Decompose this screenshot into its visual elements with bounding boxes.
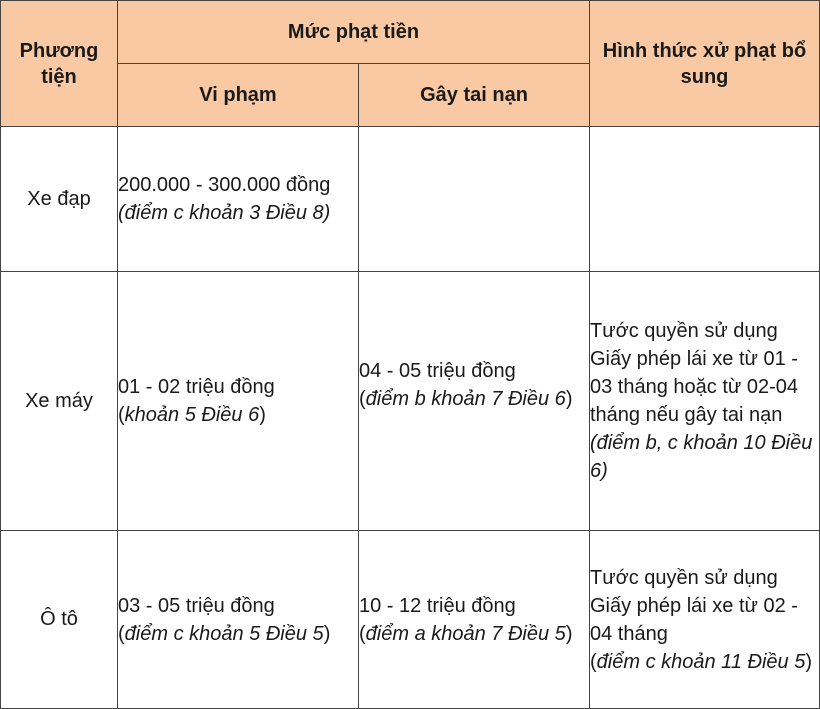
fine-amount: 10 - 12 triệu đồng xyxy=(359,594,516,617)
legal-reference: điểm c khoản 11 Điều 5 xyxy=(596,650,806,673)
fine-amount: 03 - 05 triệu đồng xyxy=(118,594,275,617)
header-vehicle: Phương tiện xyxy=(1,1,118,127)
legal-reference: khoản 5 Điều 6 xyxy=(124,404,260,426)
accident-cell xyxy=(359,127,590,272)
additional-cell: Tước quyền sử dụng Giấy phép lái xe từ 02 - 04 tháng (điểm c khoản 11 Điều 5) xyxy=(590,531,820,709)
additional-penalty: Tước quyền sử dụng Giấy phép lái xe từ 02 - 04 tháng xyxy=(590,566,798,645)
table-row xyxy=(1,531,820,709)
violation-cell: 01 - 02 triệu đồng (khoản 5 Điều 6) xyxy=(118,272,359,531)
header-accident: Gây tai nạn xyxy=(359,64,590,127)
legal-reference: (điểm c khoản 3 Điều 8) xyxy=(118,202,331,224)
accident-cell: 10 - 12 triệu đồng (điểm a khoản 7 Điều 5) xyxy=(359,531,590,709)
legal-reference: điểm b khoản 7 Điều 6 xyxy=(365,388,566,410)
accident-cell: 04 - 05 triệu đồng (điểm b khoản 7 Điều 6) xyxy=(359,272,590,531)
additional-cell xyxy=(590,127,820,272)
additional-cell xyxy=(590,272,820,531)
fine-amount: 200.000 - 300.000 đồng xyxy=(118,174,331,196)
legal-reference: (điểm b, c khoản 10 Điều 6) xyxy=(590,432,813,482)
legal-reference: điểm a khoản 7 Điều 5 xyxy=(365,622,566,645)
violation-cell: 03 - 05 triệu đồng (điểm c khoản 5 Điều 5) xyxy=(118,531,359,709)
violation-cell xyxy=(118,127,359,272)
legal-reference: điểm c khoản 5 Điều 5 xyxy=(124,622,324,645)
header-violation: Vi phạm xyxy=(118,64,359,127)
vehicle-cell: Xe đạp xyxy=(1,127,118,272)
header-additional: Hình thức xử phạt bổ sung xyxy=(590,1,820,127)
table-row xyxy=(1,272,820,531)
vehicle-cell: Xe máy xyxy=(1,272,118,531)
additional-penalty: Tước quyền sử dụng Giấy phép lái xe từ 01 - 03 tháng hoặc từ 02-04 tháng nếu gây tai nạn xyxy=(590,320,798,426)
vehicle-cell: Ô tô xyxy=(1,531,118,709)
header-fine-level: Mức phạt tiền xyxy=(118,1,590,64)
table-row xyxy=(1,127,820,272)
fine-amount: 04 - 05 triệu đồng xyxy=(359,360,516,382)
fine-amount: 01 - 02 triệu đồng xyxy=(118,376,275,398)
